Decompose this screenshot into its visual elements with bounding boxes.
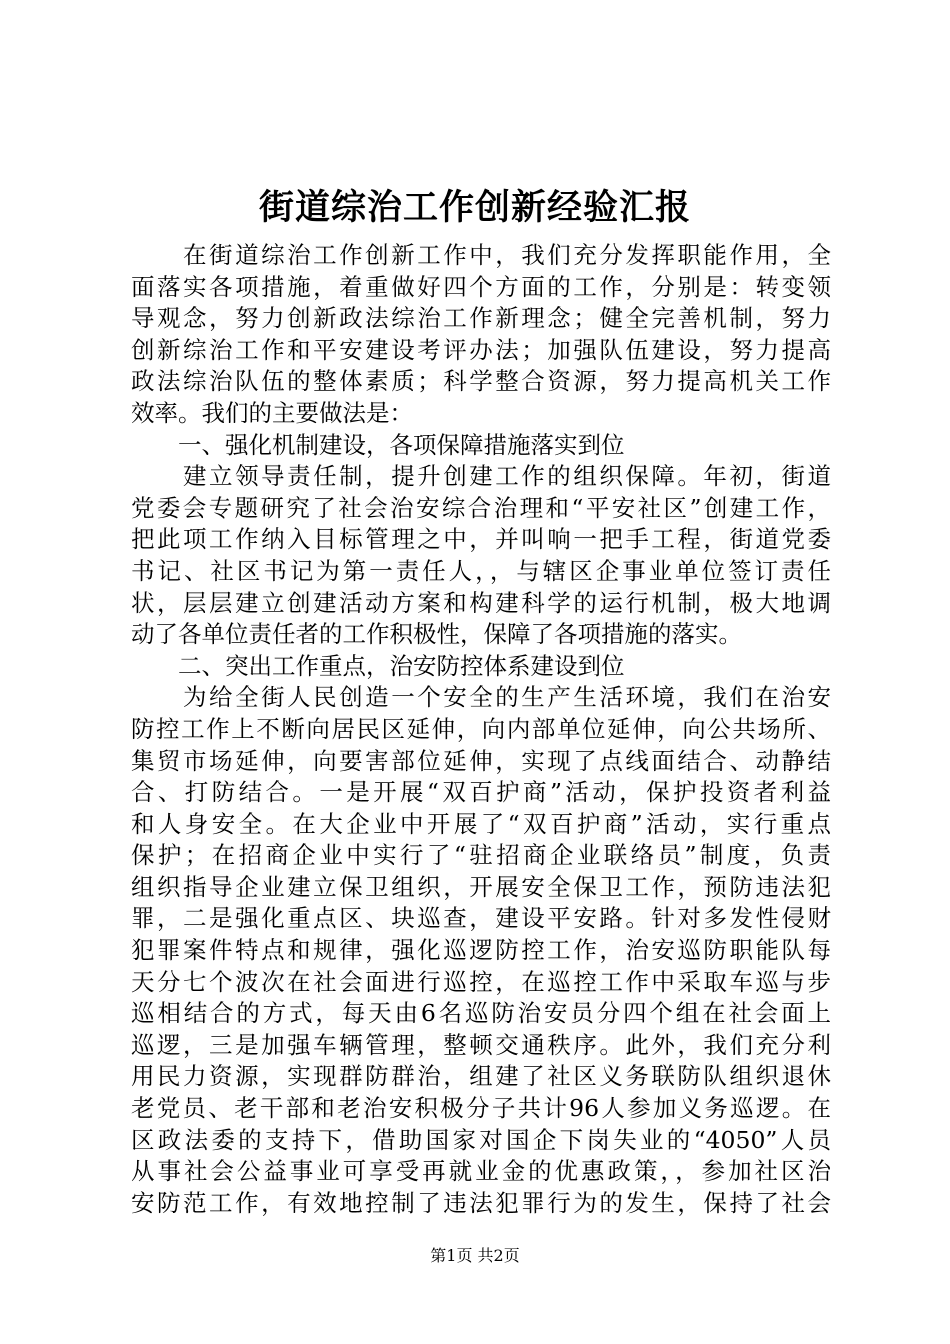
document-title: 街道综治工作创新经验汇报 <box>258 187 691 228</box>
body-line: 罪，二是强化重点区、块巡查，建设平安路。针对多发性侵财 <box>131 904 831 933</box>
body-line: 合、打防结合。一是开展“双百护商”活动，保护投资者利益 <box>131 778 831 807</box>
document-body <box>131 240 831 1219</box>
body-line: 巡逻，三是加强车辆管理，整顿交通秩序。此外，我们充分利 <box>131 1030 831 1059</box>
body-line: 保护；在招商企业中实行了“驻招商企业联络员”制度，负责 <box>131 841 831 870</box>
body-line: 用民力资源，实现群防群治，组建了社区义务联防队组织退休 <box>131 1062 831 1091</box>
body-line: 从事社会公益事业可享受再就业金的优惠政策，，参加社区治 <box>131 1157 831 1186</box>
body-line: 组织指导企业建立保卫组织，开展安全保卫工作，预防违法犯 <box>131 872 831 901</box>
body-line: 天分七个波次在社会面进行巡控，在巡控工作中采取车巡与步 <box>131 967 831 996</box>
body-line: 为给全街人民创造一个安全的生产生活环境，我们在治安 <box>131 683 831 712</box>
body-line: 集贸市场延伸，向要害部位延伸，实现了点线面结合、动静结 <box>131 746 831 775</box>
body-line: 党委会专题研究了社会治安综合治理和“平安社区”创建工作， <box>131 493 831 522</box>
body-line: 书记、社区书记为第一责任人，，与辖区企事业单位签订责任 <box>131 556 831 585</box>
body-line: 动了各单位责任者的工作积极性，保障了各项措施的落实。 <box>131 620 742 649</box>
body-line: 防控工作上不断向居民区延伸，向内部单位延伸，向公共场所、 <box>131 714 831 743</box>
body-line: 犯罪案件特点和规律，强化巡逻防控工作，治安巡防职能队每 <box>131 936 831 965</box>
body-line: 状，层层建立创建活动方案和构建科学的运行机制，极大地调 <box>131 588 831 617</box>
body-line: 安防范工作，有效地控制了违法犯罪行为的发生，保持了社会 <box>131 1188 831 1217</box>
body-line: 面落实各项措施，着重做好四个方面的工作，分别是：转变领 <box>131 272 831 301</box>
page-footer: 第1页 共2页 <box>430 1246 520 1265</box>
body-line: 把此项工作纳入目标管理之中，并叫响一把手工程，街道党委 <box>131 525 831 554</box>
body-line: 政法综治队伍的整体素质；科学整合资源，努力提高机关工作 <box>131 367 831 396</box>
body-line: 和人身安全。在大企业中开展了“双百护商”活动，实行重点 <box>131 809 831 838</box>
body-line: 在街道综治工作创新工作中，我们充分发挥职能作用，全 <box>131 241 831 269</box>
body-line: 导观念，努力创新政法综治工作新理念；健全完善机制，努力 <box>131 304 831 333</box>
body-line: 区政法委的支持下，借助国家对国企下岗失业的“4050”人员 <box>131 1125 831 1154</box>
body-line: 创新综治工作和平安建设考评办法；加强队伍建设，努力提高 <box>131 335 831 364</box>
body-line: 一、强化机制建设，各项保障措施落实到位 <box>131 430 625 459</box>
body-line: 二、突出工作重点，治安防控体系建设到位 <box>131 651 625 680</box>
body-line: 建立领导责任制，提升创建工作的组织保障。年初，街道 <box>131 462 831 491</box>
body-line: 老党员、老干部和老治安积极分子共计96人参加义务巡逻。在 <box>131 1094 831 1123</box>
body-line: 巡相结合的方式，每天由6名巡防治安员分四个组在社会面上 <box>131 999 831 1028</box>
body-line: 效率。我们的主要做法是： <box>131 398 413 427</box>
